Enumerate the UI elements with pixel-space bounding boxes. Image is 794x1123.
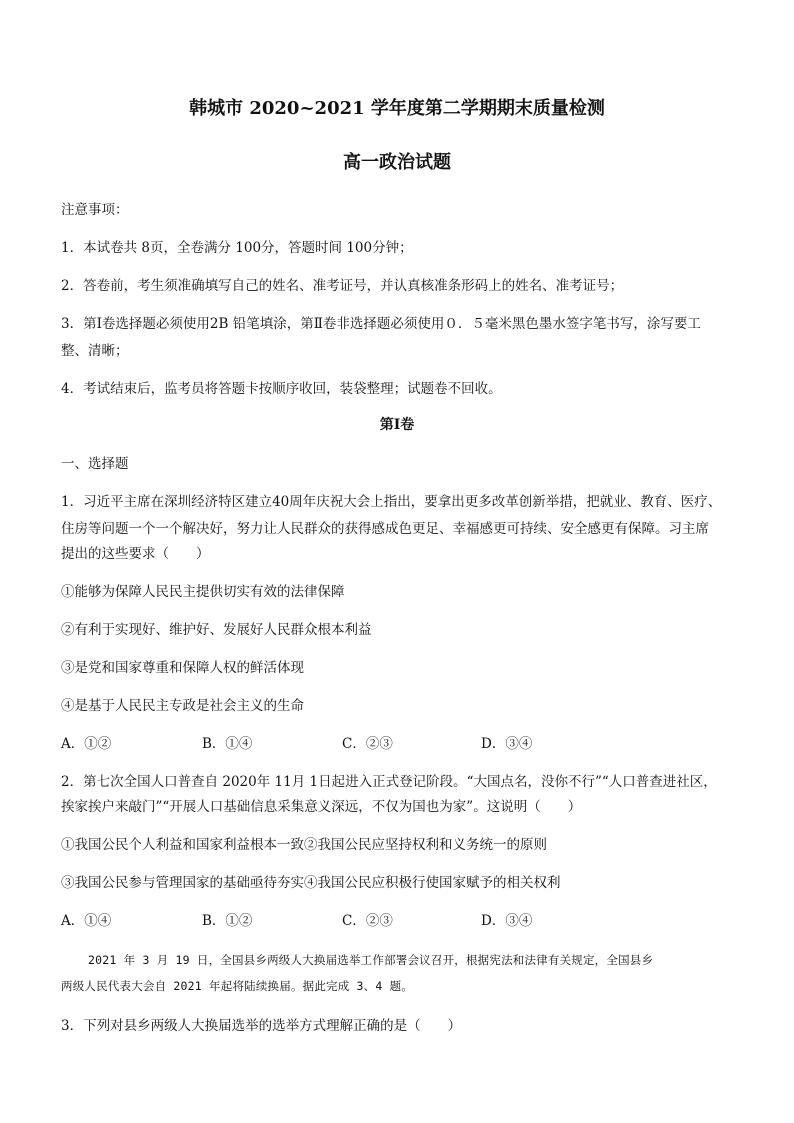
material-text-1: 2021 年 3 月 19 日，全国县乡两级人大换届选举工作部署会议召开，根据宪法和法律有关规定，全国县乡 xyxy=(88,953,654,967)
q1-option-d: D．③④ xyxy=(481,736,533,752)
material-line-1 xyxy=(61,950,741,970)
notes-heading: 注意事项： xyxy=(61,202,129,218)
q1-statement-4: ④是基于人民民主专政是社会主义的生命 xyxy=(61,698,304,714)
note-item-3: 3．第Ⅰ卷选择题必须使用2B 铅笔填涂，第Ⅱ卷非选择题必须使用０．５毫米黑色墨水签字笔书写，涂写要工 xyxy=(61,316,701,332)
page-subtitle: 高一政治试题 xyxy=(343,152,451,173)
q2-statement-2: ③我国公民参与管理国家的基础亟待夯实④我国公民应积极行使国家赋予的相关权利 xyxy=(61,875,561,891)
q3-stem: 3．下列对县乡两级人大换届选举的选举方式理解正确的是（ ） xyxy=(61,1018,462,1034)
note-item-4: 4．考试结束后，监考员将答题卡按顺序收回，装袋整理；试题卷不回收。 xyxy=(61,381,502,397)
note-item-1: 1．本试卷共 8页，全卷满分 100分，答题时间 100分钟； xyxy=(61,240,413,256)
q1-option-a: A．①② xyxy=(61,736,112,752)
section-title: 第Ⅰ卷 xyxy=(379,417,415,433)
q1-stem-line-2: 住房等问题一个一个解决好，努力让人民群众的获得感成色更足、幸福感更可持续、安全感更有保障。习主席 xyxy=(61,521,709,537)
q1-option-b: B．①④ xyxy=(202,736,253,752)
q1-stem-line-1: 1．习近平主席在深圳经济特区建立40周年庆祝大会上指出，要拿出更多改革创新举措，把就业、教育、医疗、 xyxy=(61,494,722,510)
part-heading: 一、选择题 xyxy=(61,456,129,472)
q1-statement-1: ①能够为保障人民民主提供切实有效的法律保障 xyxy=(61,584,345,600)
q2-statement-1: ①我国公民个人利益和国家利益根本一致②我国公民应坚持权利和义务统一的原则 xyxy=(61,837,547,853)
q1-option-c: C．②③ xyxy=(342,736,393,752)
note-item-3-cont: 整、清晰； xyxy=(61,343,129,359)
material-line-2: 两级人民代表大会自 2021 年起将陆续换届。据此完成 3、4 题。 xyxy=(61,979,414,993)
q2-stem-line-2: 挨家挨户来敲门”“开展人口基础信息采集意义深远，不仅为国也为家”。这说明（ ） xyxy=(61,799,582,815)
q1-stem-line-3: 提出的这些要求（ ） xyxy=(61,546,210,562)
q1-statement-3: ③是党和国家尊重和保障人权的鲜活体现 xyxy=(61,660,304,676)
q2-option-b: B．①② xyxy=(202,913,253,929)
page-title: 韩城市 2020~2021 学年度第二学期期末质量检测 xyxy=(189,98,605,119)
q2-stem-line-1: 2．第七次全国人口普查自 2020年 11月 1日起进入正式登记阶段。“大国点名，没你不行”“人口普查进社区， xyxy=(61,774,717,790)
q2-option-d: D．③④ xyxy=(481,913,533,929)
q2-option-c: C．②③ xyxy=(342,913,393,929)
note-item-2: 2．答卷前，考生须准确填写自己的姓名、准考证号，并认真核准条形码上的姓名、准考证号； xyxy=(61,278,624,294)
q2-option-a: A．①④ xyxy=(61,913,112,929)
q1-statement-2: ②有利于实现好、维护好、发展好人民群众根本利益 xyxy=(61,622,372,638)
